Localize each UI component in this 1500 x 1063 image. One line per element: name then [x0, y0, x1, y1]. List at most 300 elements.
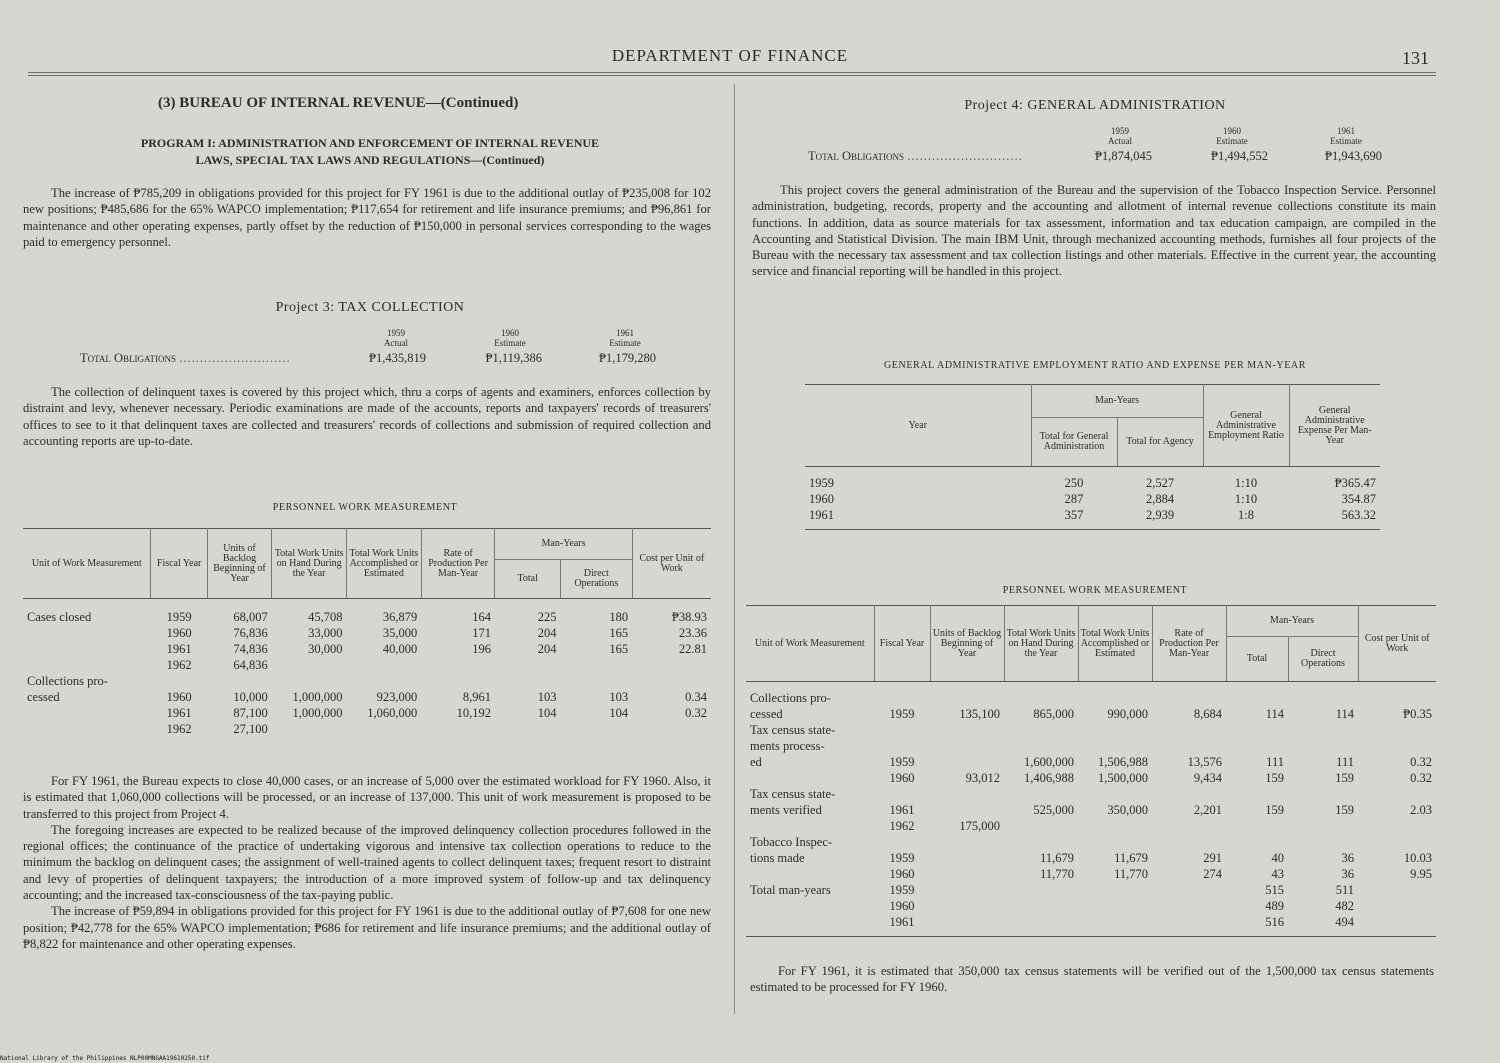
cell-rate [421, 673, 495, 689]
scan-footer: National Library of the Philippines NLP00MNGAA19610250.tif [0, 1055, 210, 1062]
cell-general: 287 [1064, 492, 1084, 506]
cell-rate [1152, 722, 1226, 738]
ratio-table [805, 384, 1380, 530]
table-row [805, 491, 1380, 507]
cell-unit: Collections pro- [27, 674, 108, 688]
closing-para-1: For FY 1961, the Bureau expects to close 40,000 cases, or an increase of 5,000 over the estimated workload for FY 1960. Also, it is estimated that 1,060,000 collections will be processed, or an increase of 137,000. This unit of work measurement is proposed to be transferred to this project from Project 4. [23, 774, 711, 821]
cell-cost: 0.34 [685, 690, 707, 704]
rwh-backlog: Units of Backlog Beginning of Year [930, 606, 1004, 682]
cell-total: 204 [537, 642, 557, 656]
cell-total: 515 [1265, 883, 1284, 897]
cell-unit [746, 770, 874, 786]
closing-para-2: The foregoing increases are expected to be realized because of the improved delinquency collection procedures followed in the regional offices; the continuance of the practice of undertaking vigorous and intensive tax collection operations to reduce to the minimum the backlog on delinquent cases; the assignment of well-trained agents to collect delinquent taxes; frequent resort to distraint and levy of properties of delinquent taxpayers; the introduction of a more improved system of follow-up and tax delinquency accounting; and the increased tax-consciousness of the tax-paying public. [23, 822, 711, 903]
cell-year [874, 834, 930, 850]
cell-rate: 164 [472, 610, 491, 624]
cell-cost [1358, 882, 1436, 898]
cell-direct: 494 [1335, 915, 1354, 929]
cell-backlog: 64,836 [233, 658, 268, 672]
lh-total: Total [495, 560, 561, 599]
cell-direct [1288, 722, 1358, 738]
closing-para-3: The increase of ₱59,894 in obligations provided for this project for FY 1961 is due to the additional outlay of ₱7,608 for one new position; ₱42,778 for the 65% WAPCO implementation; ₱686 for retirement and life insurance premiums; and the additional outlay of ₱8,822 for maintenance and other operating expenses. [23, 904, 711, 951]
cell-year: 1962 [166, 658, 192, 672]
cell-onhand [1004, 738, 1078, 754]
cell-direct: 103 [609, 690, 629, 704]
project4-text: This project covers the general administration of the Bureau and the supervision of the Tobacco Inspection Service. Personnel administration, budgeting, records, property and the accounting and allotment of internal revenue collections constitute its main functions. In addition, data as source materials for tax assessment, information and tax education campaign, are compiled in the Accounting and Statistical Division. The main IBM Unit, through mechanized accounting methods, furnishes all four projects of the Bureau with the necessary tax assessment and tax collection listings and other materials. Effective in the current year, the accounting service and financial reporting will be handled in this project. [752, 183, 1436, 279]
cell-backlog [930, 834, 1004, 850]
rwh-cost: Cost per Unit of Work [1358, 606, 1436, 682]
cell-acc [1078, 818, 1152, 834]
cell-year: 1960 [166, 690, 192, 704]
cell-unit: Tax census state- [750, 723, 836, 737]
cell-total: 489 [1265, 899, 1284, 913]
cell-rate [1152, 834, 1226, 850]
right-work-table [746, 605, 1436, 937]
cell-onhand: 1,600,000 [1024, 755, 1074, 769]
cell-year: 1959 [809, 476, 834, 490]
table-row [746, 834, 1436, 850]
cell-direct: 165 [609, 642, 629, 656]
p3-obligations-1959: ₱1,435,819 [369, 351, 426, 365]
cell-onhand: 11,679 [1040, 851, 1074, 865]
cell-total [495, 721, 561, 737]
right-table-caption: PERSONNEL WORK MEASUREMENT [1002, 585, 1188, 596]
cell-acc [1078, 914, 1152, 930]
table-row [746, 850, 1436, 866]
cell-unit [746, 818, 874, 834]
ratio-table-body [805, 475, 1380, 523]
cell-ratio: 1:10 [1234, 492, 1258, 506]
rh-ratio: General Administrative Employment Ratio [1203, 385, 1289, 467]
cell-acc [347, 657, 422, 673]
cell-cost [1358, 818, 1436, 834]
cell-direct: 104 [609, 706, 629, 720]
program-heading-line1: PROGRAM I: ADMINISTRATION AND ENFORCEMENT OF INTERNAL REVENUE [140, 136, 600, 150]
table-row [23, 657, 711, 673]
cell-unit [23, 641, 151, 657]
cell-year [874, 722, 930, 738]
p3-year-1960: 1960 Estimate [494, 328, 526, 348]
rwh-accomplished: Total Work Units Accomplished or Estimated [1078, 606, 1152, 682]
cell-acc [1078, 690, 1152, 706]
cell-cost: 0.32 [1410, 771, 1432, 785]
cell-year: 1960 [809, 492, 834, 506]
rh-manyears: Man-Years [1031, 385, 1203, 418]
cell-onhand: 11,770 [1040, 867, 1074, 881]
cell-onhand [1004, 818, 1078, 834]
rwh-total: Total [1226, 637, 1288, 682]
cell-rate [1152, 786, 1226, 802]
cell-backlog [207, 673, 272, 689]
cell-onhand [1004, 786, 1078, 802]
cell-unit [23, 625, 151, 641]
cell-direct [560, 721, 632, 737]
cell-direct: 180 [609, 610, 629, 624]
p3-obligations-label: Total Obligations ........................... [80, 351, 291, 365]
cell-direct: 482 [1335, 899, 1354, 913]
cell-year: 1959 [166, 610, 192, 624]
cell-rate: 171 [472, 626, 491, 640]
cell-backlog: 27,100 [233, 722, 268, 736]
cell-direct [1288, 738, 1358, 754]
table-row [746, 866, 1436, 882]
cell-direct: 511 [1335, 883, 1354, 897]
cell-backlog [930, 898, 1004, 914]
cell-year: 1960 [889, 899, 915, 913]
left-work-table [23, 528, 711, 737]
lh-cost: Cost per Unit of Work [632, 529, 711, 599]
cell-direct: 114 [1335, 707, 1354, 721]
cell-year: 1960 [889, 771, 915, 785]
table-row [746, 754, 1436, 770]
cell-unit [746, 866, 874, 882]
p3-obligations-1960: ₱1,119,386 [485, 351, 542, 365]
cell-acc [1078, 786, 1152, 802]
cell-acc [347, 721, 422, 737]
cell-cost [1358, 834, 1436, 850]
lh-accomplished: Total Work Units Accomplished or Estimated [347, 529, 422, 599]
cell-total [495, 673, 561, 689]
table-row [23, 641, 711, 657]
cell-backlog [930, 722, 1004, 738]
project3-title: Project 3: TAX COLLECTION [275, 300, 465, 315]
cell-total [1226, 738, 1288, 754]
cell-unit: ments process- [750, 739, 825, 753]
cell-rate: 10,192 [456, 706, 491, 720]
cell-cost: ₱38.93 [671, 610, 707, 624]
cell-acc: 1,500,000 [1098, 771, 1148, 785]
cell-onhand [1004, 882, 1078, 898]
ratio-table-caption: GENERAL ADMINISTRATIVE EMPLOYMENT RATIO AND EXPENSE PER MAN-YEAR [883, 360, 1306, 371]
left-intro-paragraph [23, 185, 711, 250]
cell-backlog [930, 738, 1004, 754]
cell-rate [1152, 898, 1226, 914]
cell-backlog: 93,012 [965, 771, 1000, 785]
header-rule [28, 72, 1436, 73]
cell-backlog [930, 802, 1004, 818]
table-row [746, 818, 1436, 834]
table-row [746, 738, 1436, 754]
cell-acc [1078, 722, 1152, 738]
cell-unit: Tax census state- [750, 787, 836, 801]
cell-unit [746, 914, 874, 930]
cell-unit [23, 657, 151, 673]
cell-direct: 111 [1336, 755, 1354, 769]
cell-total [1226, 722, 1288, 738]
table-row [805, 507, 1380, 523]
cell-year: 1962 [166, 722, 192, 736]
cell-acc: 923,000 [376, 690, 418, 704]
left-table-body [23, 609, 711, 737]
table-row [746, 722, 1436, 738]
cell-year: 1959 [889, 883, 915, 897]
table-row [23, 609, 711, 625]
cell-backlog: 10,000 [233, 690, 268, 704]
cell-backlog [930, 866, 1004, 882]
cell-onhand [272, 673, 347, 689]
cell-unit: ed [750, 755, 762, 769]
right-closing-text: For FY 1961, it is estimated that 350,000 tax census statements will be verified out of the 1,500,000 tax census statements estimated to be processed for FY 1960. [750, 964, 1434, 995]
cell-onhand: 1,000,000 [292, 690, 343, 704]
cell-acc [1078, 834, 1152, 850]
cell-direct: 165 [609, 626, 629, 640]
cell-ratio: 1:8 [1238, 508, 1254, 522]
table-row [746, 690, 1436, 706]
cell-direct: 159 [1335, 771, 1354, 785]
cell-unit: cessed [750, 707, 783, 721]
cell-direct [560, 657, 632, 673]
cell-cost [632, 721, 711, 737]
table-row [23, 625, 711, 641]
p3-year-1961: 1961 Estimate [609, 328, 641, 348]
cell-acc: 35,000 [382, 626, 418, 640]
cell-total [1226, 834, 1288, 850]
cell-year: 1959 [889, 707, 915, 721]
cell-backlog [930, 786, 1004, 802]
cell-total: 114 [1265, 707, 1284, 721]
project3-text: The collection of delinquent taxes is covered by this project which, thru a corps of agents and examiners, enforces collection by distraint and levy, whenever necessary. Periodic examinations are made of the accounts, reports and taxpayers' records of treasurers' offices to see to it that delinquent taxes are collected and treasurers' records of collections and submission of required collection and accounting reports are up-to-date. [23, 385, 711, 448]
cell-unit: tions made [750, 851, 805, 865]
table-row [805, 475, 1380, 491]
cell-total [1226, 786, 1288, 802]
rwh-onhand: Total Work Units on Hand During the Year [1004, 606, 1078, 682]
lh-backlog: Units of Backlog Beginning of Year [207, 529, 272, 599]
cell-cost: ₱0.35 [1403, 707, 1432, 721]
cell-rate [1152, 690, 1226, 706]
cell-acc: 990,000 [1107, 707, 1148, 721]
left-closing-paragraphs [23, 773, 711, 952]
cell-agency: 2,939 [1145, 508, 1175, 522]
cell-backlog: 135,100 [959, 707, 1000, 721]
page-number: 131 [1402, 48, 1429, 68]
cell-unit: Cases closed [27, 610, 92, 624]
cell-onhand [272, 721, 347, 737]
rh-year: Year [805, 385, 1031, 467]
cell-direct [1288, 786, 1358, 802]
cell-ratio: 1:10 [1234, 476, 1258, 490]
cell-year: 1961 [166, 706, 192, 720]
cell-year: 1961 [889, 803, 915, 817]
cell-year [151, 673, 207, 689]
cell-cost [632, 657, 711, 673]
cell-acc: 1,506,988 [1098, 755, 1148, 769]
table-row [746, 770, 1436, 786]
cell-backlog [930, 914, 1004, 930]
cell-backlog: 76,836 [233, 626, 268, 640]
p4-obligations-1959: ₱1,874,045 [1095, 149, 1152, 163]
table-row [746, 706, 1436, 722]
cell-total: 159 [1265, 771, 1284, 785]
p4-obligations-1960: ₱1,494,552 [1211, 149, 1268, 163]
cell-acc: 350,000 [1107, 803, 1148, 817]
rwh-rate: Rate of Production Per Man-Year [1152, 606, 1226, 682]
cell-year [874, 786, 930, 802]
cell-backlog [930, 754, 1004, 770]
right-table-body [746, 690, 1436, 930]
cell-onhand [1004, 834, 1078, 850]
p4-obligations-label: Total Obligations ............................ [808, 149, 1023, 163]
cell-direct [1288, 818, 1358, 834]
cell-cost [1358, 898, 1436, 914]
cell-direct: 159 [1335, 803, 1354, 817]
cell-onhand [1004, 722, 1078, 738]
cell-unit: Collections pro- [750, 691, 831, 705]
cell-unit: Tobacco Inspec- [750, 835, 833, 849]
cell-year: 1961 [166, 642, 192, 656]
cell-rate [421, 657, 495, 673]
cell-backlog: 87,100 [233, 706, 268, 720]
cell-direct [560, 673, 632, 689]
bureau-heading: (3) BUREAU OF INTERNAL REVENUE—(Continued) [158, 95, 519, 111]
cell-rate: 8,684 [1193, 707, 1222, 721]
lh-fiscal: Fiscal Year [151, 529, 207, 599]
cell-direct: 36 [1341, 867, 1354, 881]
cell-cost [1358, 914, 1436, 930]
cell-expense: 563.32 [1341, 508, 1376, 522]
table-row [746, 802, 1436, 818]
column-divider [734, 84, 735, 1014]
cell-year: 1959 [889, 755, 915, 769]
p4-year-1961: 1961 Estimate [1330, 126, 1362, 146]
cell-backlog [930, 850, 1004, 866]
cell-backlog [930, 690, 1004, 706]
program-heading-line2: LAWS, SPECIAL TAX LAWS AND REGULATIONS—(Continued) [195, 153, 545, 167]
cell-acc [1078, 738, 1152, 754]
cell-rate: 274 [1203, 867, 1222, 881]
cell-total: 516 [1265, 915, 1284, 929]
cell-rate: 196 [472, 642, 491, 656]
cell-year: 1961 [809, 508, 834, 522]
cell-unit: Total man-years [750, 883, 831, 897]
table-row [23, 705, 711, 721]
table-row [746, 914, 1436, 930]
cell-rate: 2,201 [1193, 803, 1222, 817]
table-row [23, 673, 711, 689]
p4-obligations-1961: ₱1,943,690 [1325, 149, 1382, 163]
cell-year [874, 738, 930, 754]
cell-onhand: 45,708 [308, 610, 343, 624]
cell-acc [1078, 898, 1152, 914]
lh-direct: Direct Operations [560, 560, 632, 599]
cell-general: 250 [1064, 476, 1084, 490]
cell-backlog: 175,000 [959, 819, 1000, 833]
cell-onhand: 525,000 [1033, 803, 1074, 817]
cell-unit [746, 898, 874, 914]
cell-direct: 36 [1341, 851, 1354, 865]
left-table-caption: PERSONNEL WORK MEASUREMENT [272, 502, 458, 513]
cell-onhand [1004, 914, 1078, 930]
cell-direct [1288, 834, 1358, 850]
cell-onhand: 1,000,000 [292, 706, 343, 720]
cell-year: 1962 [889, 819, 915, 833]
cell-cost [1358, 738, 1436, 754]
project3-paragraph [23, 384, 711, 449]
cell-acc: 1,060,000 [367, 706, 418, 720]
cell-total: 225 [537, 610, 557, 624]
cell-cost: 23.36 [678, 626, 707, 640]
cell-year: 1961 [889, 915, 915, 929]
cell-expense: 354.87 [1341, 492, 1376, 506]
cell-acc: 36,879 [382, 610, 418, 624]
cell-onhand [1004, 898, 1078, 914]
cell-total: 159 [1265, 803, 1284, 817]
cell-acc: 11,679 [1114, 851, 1148, 865]
cell-cost: 2.03 [1410, 803, 1432, 817]
cell-year: 1959 [889, 851, 915, 865]
cell-total: 111 [1266, 755, 1284, 769]
cell-acc: 40,000 [382, 642, 418, 656]
rh-expense: General Administrative Expense Per Man-Year [1289, 385, 1380, 467]
cell-cost: 10.03 [1403, 851, 1432, 865]
cell-cost: 22.81 [678, 642, 707, 656]
cell-total: 43 [1271, 867, 1284, 881]
cell-cost [1358, 786, 1436, 802]
cell-year: 1960 [889, 867, 915, 881]
cell-cost: 0.32 [1410, 755, 1432, 769]
cell-onhand: 33,000 [308, 626, 343, 640]
cell-unit [23, 721, 151, 737]
cell-backlog [930, 882, 1004, 898]
cell-total [1226, 818, 1288, 834]
rh-agency: Total for Agency [1117, 418, 1203, 467]
cell-total: 40 [1271, 851, 1284, 865]
project4-title: Project 4: GENERAL ADMINISTRATION [964, 98, 1226, 113]
cell-rate: 8,961 [462, 690, 491, 704]
cell-unit: ments verified [750, 803, 822, 817]
cell-acc [1078, 882, 1152, 898]
cell-backlog: 68,007 [233, 610, 268, 624]
cell-direct [1288, 690, 1358, 706]
cell-rate: 291 [1203, 851, 1222, 865]
cell-onhand: 865,000 [1033, 707, 1074, 721]
p3-year-1959: 1959 Actual [384, 328, 408, 348]
cell-unit [23, 705, 151, 721]
lh-onhand: Total Work Units on Hand During the Year [272, 529, 347, 599]
table-row [746, 882, 1436, 898]
table-row [746, 898, 1436, 914]
table-row [23, 721, 711, 737]
lh-manyears: Man-Years [495, 529, 632, 560]
cell-year [874, 690, 930, 706]
cell-acc [347, 673, 422, 689]
cell-unit: cessed [27, 690, 60, 704]
intro-text: The increase of ₱785,209 in obligations provided for this project for FY 1961 is due to the additional outlay of ₱235,008 for 102 new positions; ₱485,686 for the 65% WAPCO implementation; ₱117,654 for retirement and life insurance premiums; and ₱96,861 for maintenance and other operating expenses, partly offset by the reduction of ₱150,000 in personal services corresponding to the wages paid to emergency personnel. [23, 186, 711, 249]
running-header: DEPARTMENT OF FINANCE [611, 46, 849, 65]
cell-cost [632, 673, 711, 689]
cell-acc: 11,770 [1114, 867, 1148, 881]
cell-cost: 0.32 [685, 706, 707, 720]
cell-rate [1152, 818, 1226, 834]
header-rule-2 [28, 75, 1436, 76]
program-heading [40, 135, 700, 169]
cell-total: 103 [537, 690, 557, 704]
p3-obligations-1961: ₱1,179,280 [599, 351, 656, 365]
cell-general: 357 [1064, 508, 1084, 522]
project4-paragraph [752, 182, 1436, 280]
cell-backlog: 74,836 [233, 642, 268, 656]
cell-onhand [272, 657, 347, 673]
rwh-direct: Direct Operations [1288, 637, 1358, 682]
cell-cost [1358, 722, 1436, 738]
cell-agency: 2,884 [1145, 492, 1175, 506]
cell-onhand: 1,406,988 [1024, 771, 1074, 785]
rh-general: Total for General Administration [1031, 418, 1117, 467]
p4-year-1959: 1959 Actual [1108, 126, 1132, 146]
table-row [23, 689, 711, 705]
cell-cost [1358, 690, 1436, 706]
cell-rate: 9,434 [1193, 771, 1222, 785]
rwh-unit: Unit of Work Measurement [746, 606, 874, 682]
p4-year-1960: 1960 Estimate [1216, 126, 1248, 146]
